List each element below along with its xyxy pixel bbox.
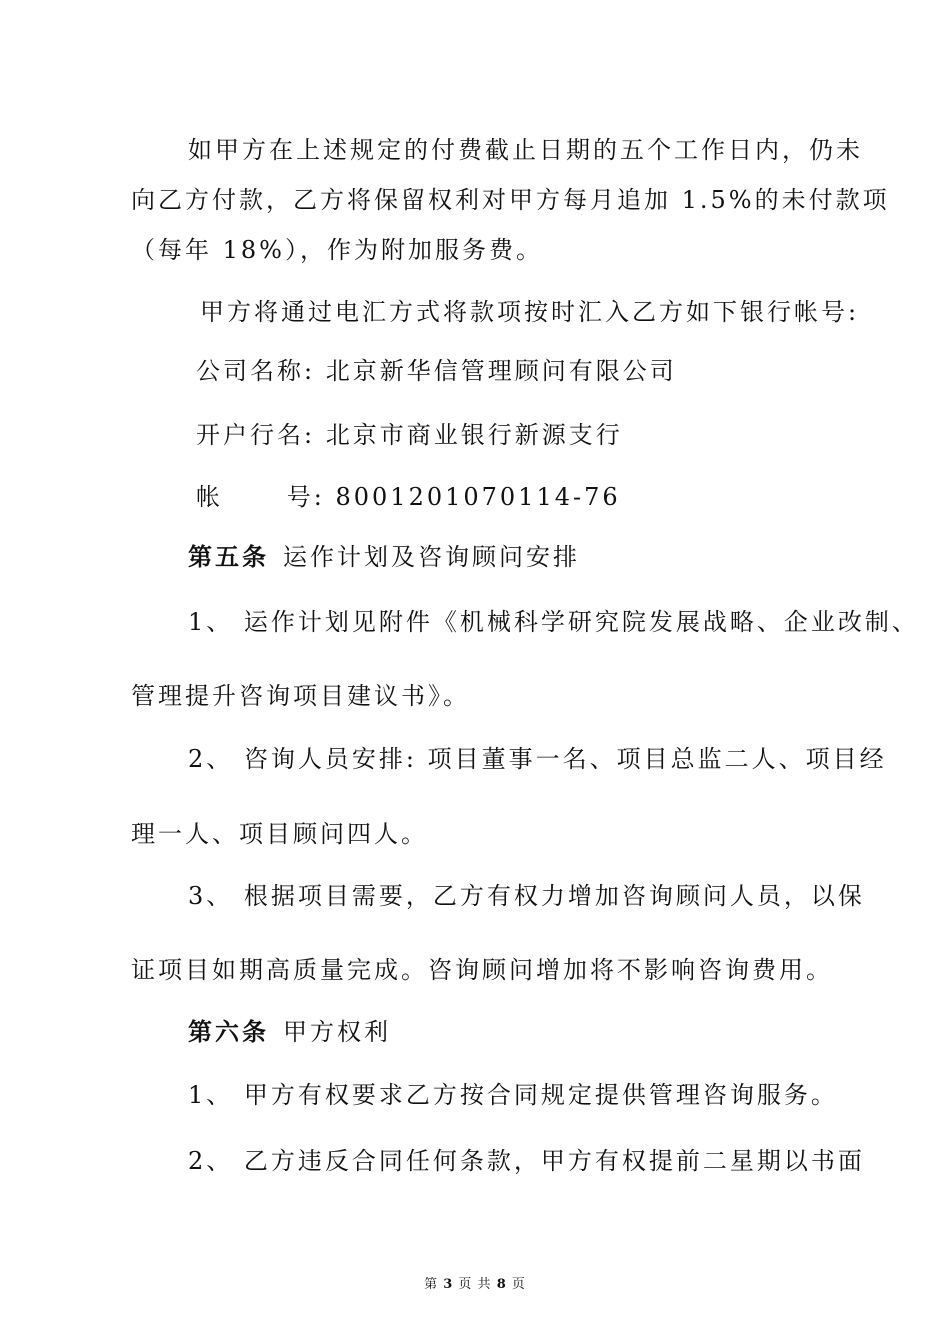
footer-total-pages: 8 bbox=[496, 1277, 507, 1292]
page-footer bbox=[0, 1276, 950, 1294]
article-5-title: 运作计划及咨询顾问安排 bbox=[283, 543, 580, 571]
late-fee-line-1: 如甲方在上述规定的付费截止日期的五个工作日内，仍未 bbox=[188, 136, 863, 164]
bank-account: 帐 号: 8001201070114-76 bbox=[196, 483, 621, 511]
article-6-label: 第六条 bbox=[188, 1017, 269, 1046]
article-6-title: 甲方权利 bbox=[283, 1018, 391, 1046]
article-5-heading bbox=[188, 541, 580, 573]
footer-current-page: 3 bbox=[443, 1277, 454, 1292]
footer-middle: 页 共 bbox=[458, 1277, 492, 1292]
payment-intro: 甲方将通过电汇方式将款项按时汇入乙方如下银行帐号: bbox=[200, 298, 860, 326]
article-6-item-1: 1、 甲方有权要求乙方按合同规定提供管理咨询服务。 bbox=[188, 1081, 838, 1109]
article-6-heading bbox=[188, 1016, 391, 1048]
article-5-item-1-line-1: 1、 运作计划见附件《机械科学研究院发展战略、企业改制、 bbox=[188, 608, 919, 636]
article-5-item-2-line-2: 理一人、项目顾问四人。 bbox=[131, 820, 428, 848]
bank-name: 开户行名: 北京市商业银行新源支行 bbox=[196, 421, 623, 449]
article-5-label: 第五条 bbox=[188, 542, 269, 571]
article-5-item-3-line-2: 证项目如期高质量完成。咨询顾问增加将不影响咨询费用。 bbox=[131, 956, 833, 984]
late-fee-line-2: 向乙方付款，乙方将保留权利对甲方每月追加 1.5%的未付款项 bbox=[131, 186, 890, 214]
footer-suffix: 页 bbox=[511, 1277, 526, 1292]
company-name: 公司名称: 北京新华信管理顾问有限公司 bbox=[196, 357, 677, 385]
article-5-item-2-line-1: 2、 咨询人员安排: 项目董事一名、项目总监二人、项目经 bbox=[188, 745, 887, 773]
late-fee-line-3: （每年 18%），作为附加服务费。 bbox=[131, 236, 543, 264]
article-5-item-1-line-2: 管理提升咨询项目建议书》。 bbox=[131, 682, 470, 710]
footer-prefix: 第 bbox=[424, 1277, 439, 1292]
article-6-item-2: 2、 乙方违反合同任何条款，甲方有权提前二星期以书面 bbox=[188, 1147, 865, 1175]
article-5-item-3-line-1: 3、 根据项目需要，乙方有权力增加咨询顾问人员，以保 bbox=[188, 882, 865, 910]
